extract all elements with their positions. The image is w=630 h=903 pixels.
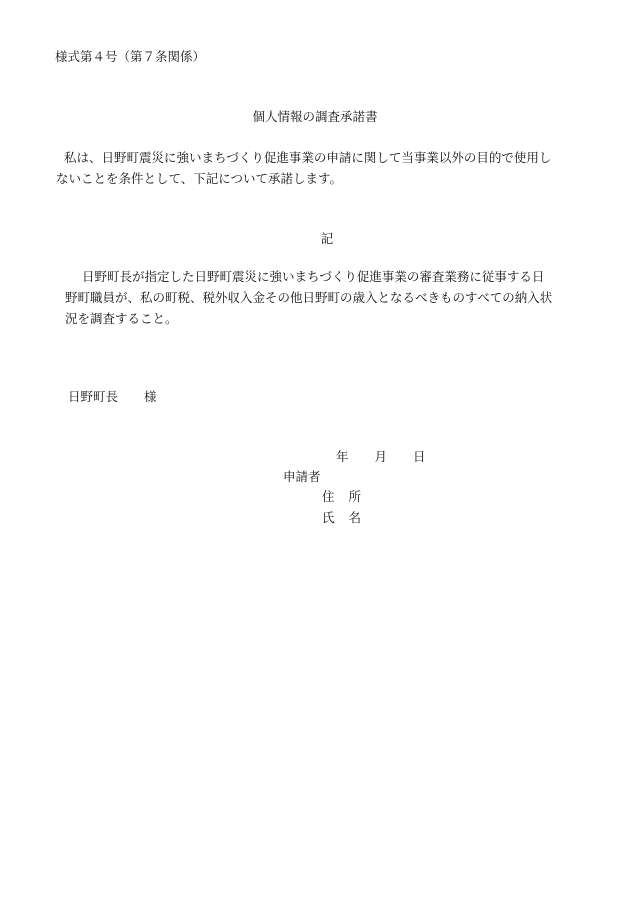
body-text-line-2: ないことを条件として、下記について承諾します。 (56, 171, 343, 186)
item-text-line-3: 況を調査すること。 (65, 311, 178, 326)
address-label (322, 489, 361, 505)
date-line (336, 449, 426, 465)
address-label-char-1: 住 (322, 489, 335, 504)
document-title: 個人情報の調査承諾書 (252, 109, 378, 124)
body-text-line-1: 私は、日野町震災に強いまちづくり促進事業の申請に関して当事業以外の目的で使用し (64, 150, 552, 165)
item-text-line-2: 野町職員が、私の町税、税外収入金その他日野町の歳入となるべきものすべての納入状 (65, 290, 553, 305)
addressee-name: 日野町長 (68, 389, 119, 404)
addressee-honorific: 様 (144, 389, 157, 404)
date-month-label: 月 (374, 449, 388, 464)
applicant-label: 申請者 (283, 469, 321, 484)
name-label (322, 510, 361, 526)
date-year-label: 年 (336, 449, 349, 464)
date-day-label: 日 (413, 449, 426, 464)
name-label-char-2: 名 (348, 510, 362, 525)
ki-heading: 記 (320, 231, 334, 246)
address-label-char-2: 所 (348, 489, 362, 504)
item-text-line-1: 日野町長が指定した日野町震災に強いまちづくり促進事業の審査業務に従事する日 (82, 269, 545, 284)
addressee (68, 389, 157, 405)
form-number: 様式第４号（第７条関係） (55, 49, 206, 64)
name-label-char-1: 氏 (322, 510, 335, 525)
